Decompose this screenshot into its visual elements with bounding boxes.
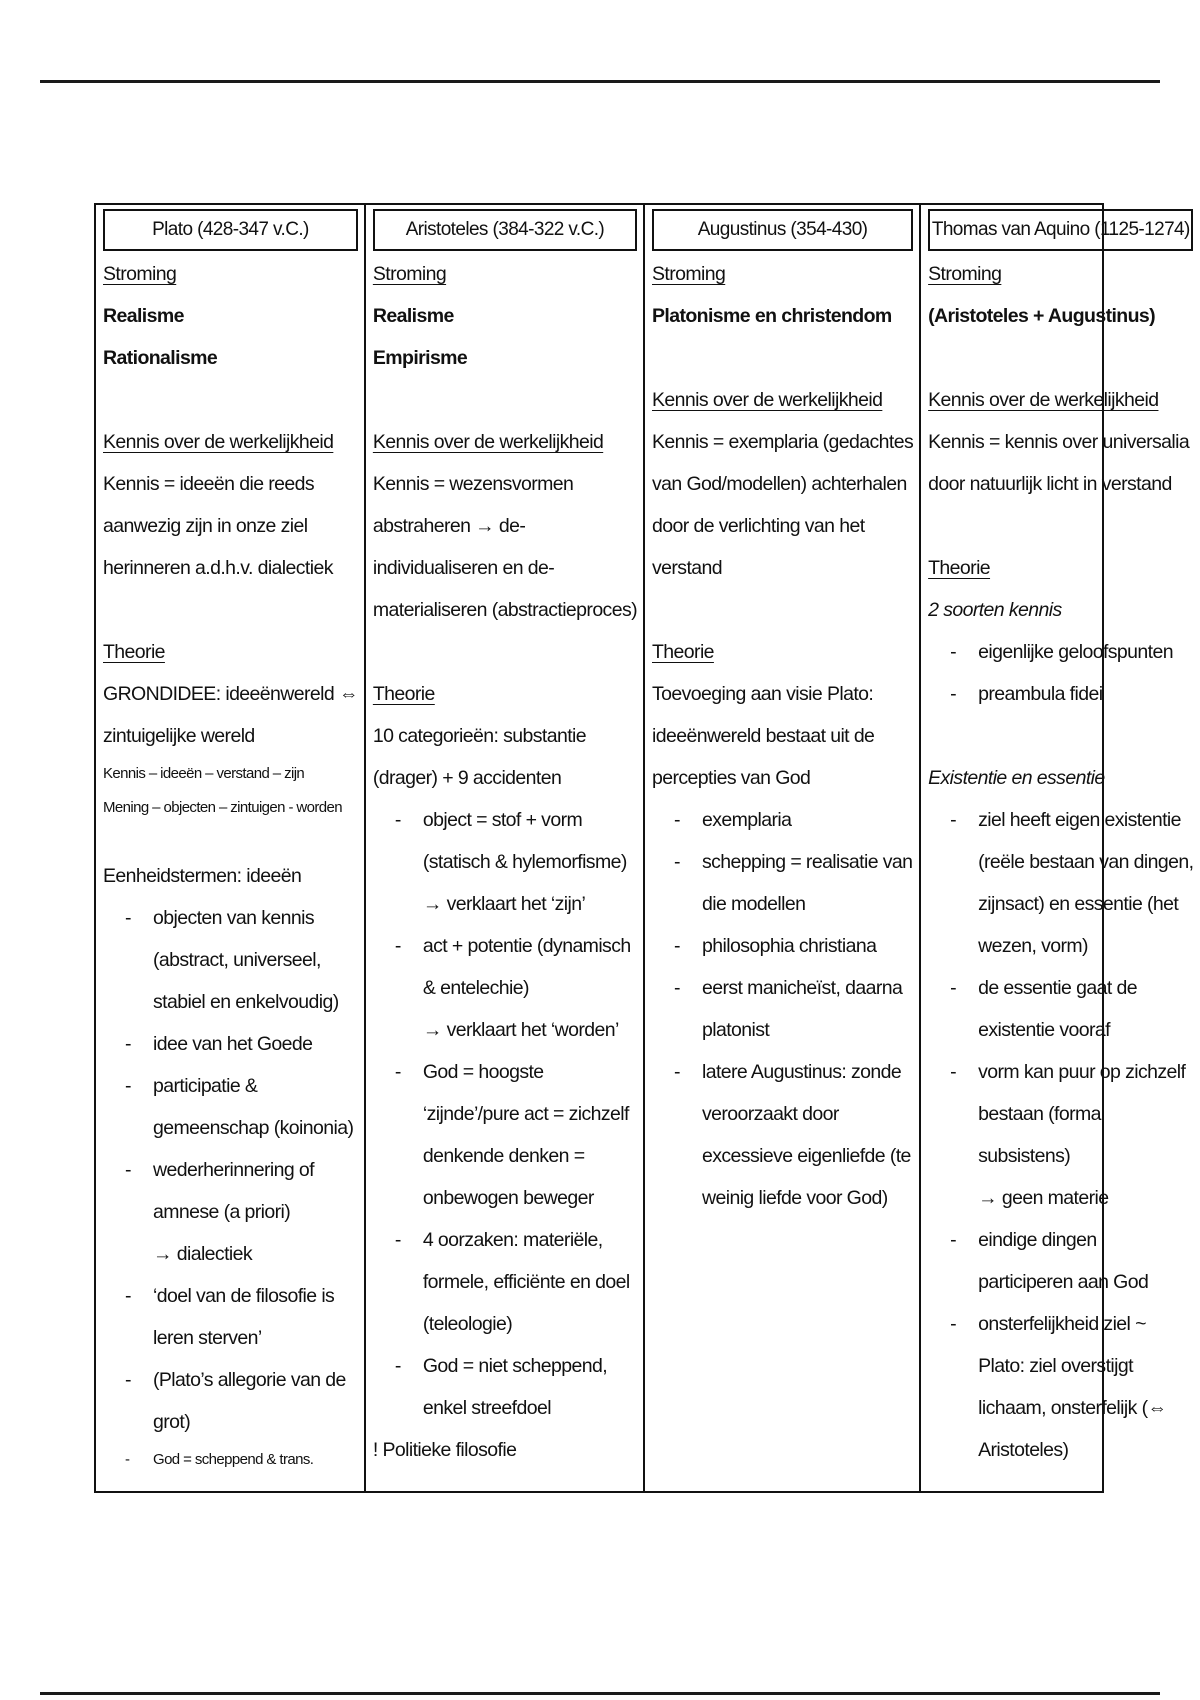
- section-label-stroming: Stroming: [103, 263, 177, 285]
- kennis-text: Kennis = kennis over universalia: [928, 431, 1190, 453]
- list-item: [928, 1219, 1193, 1303]
- section-label-kennis: Kennis over de werkelijkheid: [928, 389, 1159, 411]
- list-item-text: weinig liefde voor God): [702, 1187, 888, 1209]
- list-item-text: participeren aan God: [978, 1271, 1149, 1293]
- list-item-text: die modellen: [702, 893, 806, 915]
- list-item-text: - vorm kan puur op zichzelf: [978, 1061, 1186, 1083]
- list-item-text: Aristoteles): [978, 1439, 1069, 1461]
- theorie-text: (drager) + 9 accidenten: [372, 767, 562, 789]
- list-item-text: - ‘doel van de filosofie is: [153, 1285, 335, 1307]
- list-item-text: - God = niet scheppend,: [422, 1355, 608, 1377]
- bullet-list: [652, 799, 913, 1219]
- list-item-text: zijnsact) en essentie (het: [978, 893, 1179, 915]
- list-item: [103, 1149, 358, 1275]
- stroming-value: Rationalisme: [103, 347, 218, 369]
- kennis-text: door de verlichting van het: [652, 515, 865, 537]
- list-item-text: - schepping = realisatie van: [702, 851, 913, 873]
- list-item-text: bestaan (forma: [978, 1103, 1101, 1125]
- theorie-text: Toevoeging aan visie Plato:: [652, 683, 874, 705]
- bottom-rule: [40, 1692, 1160, 1695]
- section-label-kennis: Kennis over de werkelijkheid: [372, 431, 604, 453]
- column-augustinus: [645, 205, 921, 1491]
- politieke-filosofie-note: ! Politieke filosofie: [372, 1439, 517, 1461]
- list-item-text: - onsterfelijkheid ziel ~: [978, 1313, 1146, 1335]
- list-item-text: enkel streefdoel: [422, 1397, 551, 1419]
- top-rule: [40, 80, 1160, 83]
- bullet-list-soorten: [928, 631, 1193, 715]
- section-label-kennis: Kennis over de werkelijkheid: [103, 431, 334, 453]
- list-item: [373, 1219, 637, 1345]
- list-item: [652, 925, 913, 967]
- list-item: [652, 841, 913, 925]
- list-item-text: - (Plato’s allegorie van de: [153, 1369, 346, 1391]
- list-item-text: veroorzaakt door: [702, 1103, 839, 1125]
- list-item-text: → verklaart het ‘worden’: [422, 1019, 619, 1041]
- list-item: [928, 631, 1193, 673]
- list-item: [373, 1051, 637, 1219]
- list-item-text: → dialectiek: [153, 1243, 253, 1265]
- list-item-text: → verklaart het ‘zijn’: [422, 893, 586, 915]
- kennis-text: door natuurlijk licht in verstand: [928, 473, 1172, 495]
- kennis-text: Kennis = ideeën die reeds: [103, 473, 315, 495]
- theorie-text: 10 categorieën: substantie: [372, 725, 587, 747]
- list-item: [652, 799, 913, 841]
- list-item: [103, 1065, 358, 1149]
- list-item: [652, 1051, 913, 1219]
- existentie-essentie-label: Existentie en essentie: [928, 767, 1105, 789]
- soorten-kennis-label: 2 soorten kennis: [928, 599, 1062, 621]
- list-item-text: gemeenschap (koinonia): [153, 1117, 354, 1139]
- stroming-value: Empirisme: [372, 347, 468, 369]
- kennis-text: aanwezig zijn in onze ziel: [103, 515, 308, 537]
- section-label-theorie: Theorie: [652, 641, 714, 663]
- list-item-text: - eerst manicheïst, daarna: [702, 977, 903, 999]
- kennis-text: Kennis = wezensvormen: [372, 473, 574, 495]
- bullet-list: [928, 799, 1193, 1471]
- section-label-stroming: Stroming: [652, 263, 726, 285]
- list-item-text: subsistens): [978, 1145, 1071, 1167]
- list-item-text: formele, efficiënte en doel: [422, 1271, 630, 1293]
- kennis-text: abstraheren → de-: [372, 515, 526, 537]
- list-item-text: - 4 oorzaken: materiële,: [422, 1229, 603, 1251]
- list-item-text: - eigenlijke geloofspunten: [978, 641, 1173, 663]
- theorie-small-text: Kennis – ideeën – verstand – zijn: [103, 765, 305, 782]
- stroming-value: Realisme: [103, 305, 184, 327]
- theorie-small-text: Mening – objecten – zintuigen - worden: [103, 799, 343, 816]
- list-item-text: - preambula fidei: [978, 683, 1103, 705]
- list-item-text: - idee van het Goede: [153, 1033, 313, 1055]
- bullet-list: [373, 799, 637, 1429]
- list-item-text: & entelechie): [422, 977, 529, 999]
- list-item: [373, 1345, 637, 1429]
- list-item-text: - wederherinnering of: [153, 1159, 314, 1181]
- list-item-text: stabiel en enkelvoudig): [153, 991, 339, 1013]
- list-item-text: wezen, vorm): [978, 935, 1088, 957]
- kennis-text: van God/modellen) achterhalen: [652, 473, 907, 495]
- list-item-text: (teleologie): [422, 1313, 513, 1335]
- bullet-list: [103, 897, 358, 1477]
- list-item-text: - de essentie gaat de: [978, 977, 1137, 999]
- section-label-stroming: Stroming: [372, 263, 447, 285]
- philosophers-table: [94, 203, 1194, 1493]
- list-item: [928, 1051, 1193, 1219]
- kennis-text: verstand: [652, 557, 722, 579]
- eenheidstermen-label: Eenheidstermen: ideeën: [103, 865, 302, 887]
- list-item-text: → geen materie: [978, 1187, 1109, 1209]
- list-item-text: - eindige dingen: [978, 1229, 1097, 1251]
- column-header: Aristoteles (384-322 v.C.): [373, 209, 637, 251]
- kennis-text: Kennis = exemplaria (gedachtes: [652, 431, 914, 453]
- list-item-text: - God = scheppend & trans.: [153, 1451, 314, 1468]
- list-item-text: existentie vooraf: [978, 1019, 1110, 1041]
- list-item-text: - objecten van kennis: [153, 907, 314, 929]
- list-item-text: Plato: ziel overstijgt: [978, 1355, 1133, 1377]
- list-item-text: (abstract, universeel,: [153, 949, 321, 971]
- section-label-kennis: Kennis over de werkelijkheid: [652, 389, 883, 411]
- list-item-text: amnese (a priori): [153, 1201, 291, 1223]
- stroming-value: (Aristoteles + Augustinus): [928, 305, 1156, 327]
- column-plato: [96, 205, 366, 1491]
- theorie-text: percepties van God: [652, 767, 811, 789]
- list-item-text: - participatie &: [153, 1075, 258, 1097]
- section-label-theorie: Theorie: [372, 683, 435, 705]
- theorie-text: ideeënwereld bestaat uit de: [652, 725, 875, 747]
- stroming-value: Platonisme en christendom: [652, 305, 892, 327]
- list-item-text: - God = hoogste: [422, 1061, 544, 1083]
- list-item: [103, 1443, 358, 1477]
- list-item: [373, 799, 637, 925]
- column-header: Plato (428-347 v.C.): [103, 209, 358, 251]
- list-item: [928, 967, 1193, 1051]
- list-item: [928, 799, 1193, 967]
- list-item-text: (reële bestaan van dingen,: [978, 851, 1194, 873]
- theorie-text: zintuigelijke wereld: [103, 725, 255, 747]
- column-aristoteles: [366, 205, 645, 1491]
- list-item-text: denkende denken =: [422, 1145, 585, 1167]
- list-item-text: - exemplaria: [702, 809, 792, 831]
- list-item-text: - act + potentie (dynamisch: [422, 935, 631, 957]
- list-item-text: onbewogen beweger: [422, 1187, 594, 1209]
- list-item-text: leren sterven’: [153, 1327, 262, 1349]
- list-item-text: - ziel heeft eigen existentie: [978, 809, 1181, 831]
- list-item-text: - philosophia christiana: [702, 935, 877, 957]
- list-item: [373, 925, 637, 1051]
- list-item: [652, 967, 913, 1051]
- column-header: Thomas van Aquino (1125-1274): [928, 209, 1193, 251]
- list-item: [928, 673, 1193, 715]
- list-item-text: ‘zijnde’/pure act = zichzelf: [422, 1103, 629, 1125]
- list-item-text: - object = stof + vorm: [422, 809, 583, 831]
- section-label-theorie: Theorie: [928, 557, 991, 579]
- kennis-text: herinneren a.d.h.v. dialectiek: [103, 557, 333, 579]
- list-item: [103, 1359, 358, 1443]
- list-item: [103, 1023, 358, 1065]
- list-item-text: excessieve eigenliefde (te: [702, 1145, 911, 1167]
- theorie-text: GRONDIDEE: ideeënwereld ⇔: [103, 683, 358, 705]
- list-item-text: platonist: [702, 1019, 770, 1041]
- list-item-text: (statisch & hylemorfisme): [422, 851, 627, 873]
- list-item: [103, 1275, 358, 1359]
- column-header: Augustinus (354-430): [652, 209, 913, 251]
- list-item-text: lichaam, onsterfelijk (⇔: [978, 1397, 1167, 1419]
- list-item: [928, 1303, 1193, 1471]
- section-label-stroming: Stroming: [928, 263, 1002, 285]
- column-thomas-van-aquino: [921, 205, 1199, 1491]
- list-item-text: grot): [153, 1411, 191, 1433]
- stroming-value: Realisme: [372, 305, 454, 327]
- list-item: [103, 897, 358, 1023]
- kennis-text: materialiseren (abstractieproces): [372, 599, 637, 621]
- section-label-theorie: Theorie: [103, 641, 165, 663]
- list-item-text: - latere Augustinus: zonde: [702, 1061, 902, 1083]
- kennis-text: individualiseren en de-: [372, 557, 555, 579]
